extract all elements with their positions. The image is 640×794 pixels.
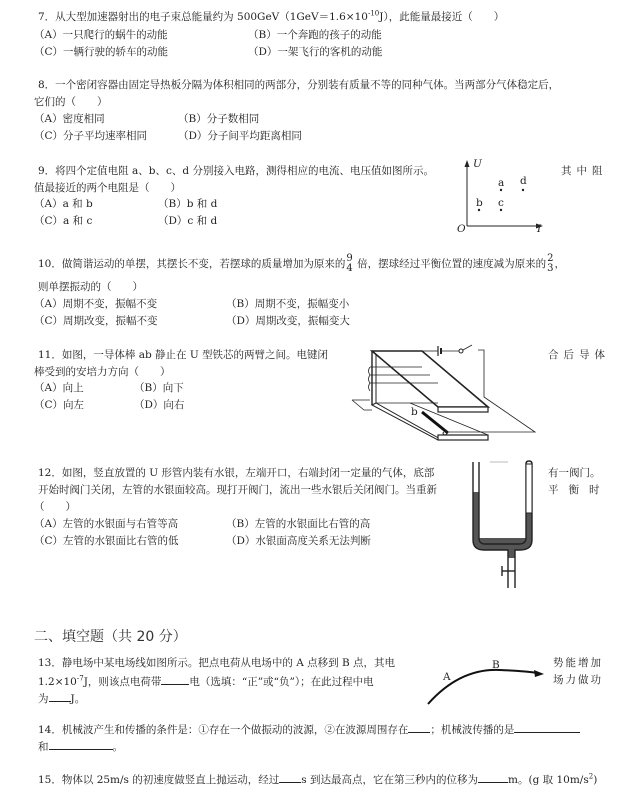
fraction-2-3: 2 3 bbox=[547, 253, 554, 274]
q11-stem-line2: 棒受到的安培力方向（ ） bbox=[34, 366, 171, 378]
q11-option-d: （D）向右 bbox=[134, 399, 185, 411]
point-label-a: a bbox=[498, 177, 505, 189]
q14-blank-propagated-2[interactable] bbox=[49, 738, 113, 750]
q7-option-c: （C）一辆行驶的轿车的动能 bbox=[34, 46, 169, 58]
q13-stem-line1-right: 势能增加 bbox=[553, 657, 603, 669]
q12-option-b: （B）左管的水银面比右管的高 bbox=[226, 518, 371, 530]
point-label-b: B bbox=[492, 659, 500, 671]
q7-option-d: （D）一架飞行的客机的动能 bbox=[248, 46, 383, 58]
q9-option-a: （A）a 和 b bbox=[34, 198, 93, 210]
q11-option-c: （C）向左 bbox=[34, 399, 85, 411]
origin-label: O bbox=[457, 223, 466, 235]
q8-stem-line2: 它们的（ ） bbox=[34, 96, 108, 108]
y-axis-label: U bbox=[473, 158, 482, 170]
q8-stem-line1: 8．一个密闭容器由固定导热板分隔为体积相同的两部分，分别装有质量不等的同种气体。当两部分气体稳定后， bbox=[38, 79, 560, 91]
q10-option-a: （A）周期不变，振幅不变 bbox=[34, 298, 158, 310]
q11-option-b: （B）向下 bbox=[134, 382, 184, 394]
q8-option-d: （D）分子间平均距离相同 bbox=[178, 130, 302, 142]
q7-stem: 7．从大型加速器射出的电子束总能量约为 $500GeV(1GeV=1.6\times 10^{-10}J)$，此能量最接近（ ） bbox=[38, 9, 505, 23]
q8-option-a: （A）密度相同 bbox=[34, 113, 105, 125]
q13-blank-charge-sign[interactable] bbox=[161, 673, 189, 685]
x-axis-label: I bbox=[537, 223, 542, 235]
q15-stem: 15．物体以 25m/s 的初速度做竖直上抛运动，经过 s 到达最高点，它在第三秒内的位移为 m。(g 取 $10m/s^2$) bbox=[38, 772, 598, 786]
q9-option-b: （B）b 和 d bbox=[158, 198, 218, 210]
q14-stem-line2: 和 。 bbox=[38, 738, 123, 754]
electric-field-line bbox=[420, 660, 550, 710]
q13-stem-line1: 13．静电场中某电场线如图所示。把点电荷从电场中的 A 点移到 B 点，其电 bbox=[38, 657, 396, 669]
q9-stem-line1-right: 其中阻 bbox=[561, 165, 608, 177]
rod-label-b: b bbox=[411, 406, 418, 418]
point-label-b: b bbox=[476, 197, 483, 209]
q10-option-d: （D）周期改变，振幅变大 bbox=[226, 315, 350, 327]
q14-blank-medium[interactable] bbox=[408, 721, 430, 733]
q10-stem-line2: 则单摆振动的（ ） bbox=[38, 281, 143, 293]
fraction-9-4: 9 4 bbox=[346, 253, 353, 274]
q13-stem-line2: $1.2\times 10^{-7}J$，则该点电荷带 电（选填：“正”或“负”）；在此过程中电 bbox=[38, 674, 374, 688]
q15-blank-displacement[interactable] bbox=[478, 771, 508, 783]
q12-option-d: （D）水银面高度关系无法判断 bbox=[226, 535, 371, 547]
q12-stem-line2: 开始时阀门关闭，左管的水银面较高。现打开阀门，流出一些水银后关闭阀门。当重新 bbox=[38, 484, 437, 496]
point-label-c: c bbox=[498, 197, 504, 209]
q9-stem-line2: 值最接近的两个电阻是（ ） bbox=[34, 182, 181, 194]
q13-stem-line2-right: 场力做功 bbox=[553, 674, 603, 686]
q7-option-a: （A）一只爬行的蜗牛的动能 bbox=[34, 29, 168, 41]
q14-stem-line1: 14．机械波产生和传播的条件是：①存在一个做振动的波源，②在波源周围存在 ；机械波传播的是 bbox=[38, 721, 580, 737]
point-label-a: A bbox=[443, 671, 451, 683]
u-tube-diagram bbox=[470, 458, 540, 593]
q15-blank-time[interactable] bbox=[279, 771, 301, 783]
q11-option-a: （A）向上 bbox=[34, 382, 84, 394]
q12-option-a: （A）左管的水银面与右管等高 bbox=[34, 518, 179, 530]
q13-stem-line3: 为 J。 bbox=[38, 690, 85, 706]
q12-stem-line1-right: 有一阀门。 bbox=[548, 467, 601, 479]
q14-blank-propagated-1[interactable] bbox=[514, 721, 580, 733]
q11-stem-line1: 11．如图，一导体棒 ab 静止在 U 型铁芯的两臂之间。电键闭 bbox=[38, 349, 329, 361]
q12-stem-line1: 12．如图，竖直放置的 U 形管内装有水银，左端开口，右端封闭一定量的气体，底部 bbox=[38, 467, 435, 479]
q8-option-c: （C）分子平均速率相同 bbox=[34, 130, 148, 142]
q10-option-c: （C）周期改变，振幅不变 bbox=[34, 315, 158, 327]
q10-option-b: （B）周期不变，振幅变小 bbox=[226, 298, 350, 310]
rod-label-a: a bbox=[442, 426, 449, 438]
q9-option-d: （D）c 和 d bbox=[158, 215, 218, 227]
q8-option-b: （B）分子数相同 bbox=[178, 113, 260, 125]
q12-stem-line2-right: 平衡时 bbox=[548, 484, 610, 496]
q12-stem-line3: （ ） bbox=[34, 501, 76, 513]
q10-stem: 10．做简谐运动的单摆，其摆长不变，若摆球的质量增加为原来的 9 4 倍，摆球经过平衡位置的速度减为原来的 2 3 ， bbox=[38, 253, 565, 274]
q9-stem-line1: 9．将四个定值电阻 a、b、c、d 分别接入电路，测得相应的电流、电压值如图所示。 bbox=[38, 165, 434, 177]
q9-option-c: （C）a 和 c bbox=[34, 215, 93, 227]
section-title-fill-in: 二、填空题（共 20 分） bbox=[34, 629, 187, 645]
q7-option-b: （B）一个奔跑的孩子的动能 bbox=[248, 29, 382, 41]
q12-option-c: （C）左管的水银面比右管的低 bbox=[34, 535, 179, 547]
point-label-d: d bbox=[520, 175, 527, 187]
q11-stem-line1-right: 合后导体 bbox=[548, 349, 610, 361]
q13-blank-work[interactable] bbox=[49, 690, 71, 702]
